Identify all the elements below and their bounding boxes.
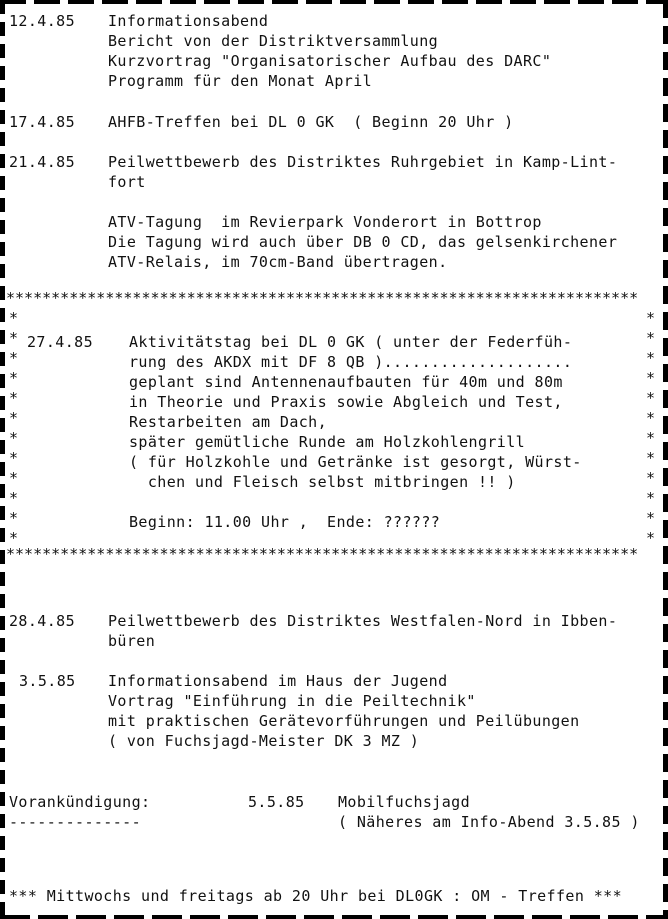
box-line: geplant sind Antennenaufbauten für 40m und 80m bbox=[129, 373, 563, 391]
entry-line: ATV-Tagung im Revierpark Vonderort in Bottrop bbox=[108, 213, 542, 231]
box-side-right: * bbox=[646, 529, 656, 547]
box-side-left: * bbox=[9, 529, 19, 547]
box-side-right: * bbox=[646, 469, 656, 487]
box-line: rung des AKDX mit DF 8 QB ).................... bbox=[129, 353, 573, 371]
box-side-left: * bbox=[9, 409, 19, 427]
entry-line: Bericht von der Distriktversammlung bbox=[108, 32, 439, 50]
box-side-right: * bbox=[646, 389, 656, 407]
preview-note: ( Näheres am Info-Abend 3.5.85 ) bbox=[338, 813, 640, 831]
box-start-time: Beginn: 11.00 Uhr , Ende: ?????? bbox=[129, 513, 441, 531]
entry-line: Informationsabend bbox=[108, 12, 269, 30]
box-side-right: * bbox=[646, 429, 656, 447]
star-border-top: ********************************************************************** bbox=[6, 291, 639, 305]
entry-line: Informationsabend im Haus der Jugend bbox=[108, 672, 448, 690]
footer-note: *** Mittwochs und freitags ab 20 Uhr bei DL0GK : OM - Treffen *** bbox=[9, 887, 622, 905]
entry-date: 3.5.85 bbox=[19, 672, 76, 690]
star-border-bottom: ********************************************************************** bbox=[6, 547, 639, 561]
preview-underline: -------------- bbox=[9, 813, 142, 831]
left-dashed-border bbox=[0, 0, 5, 919]
box-side-left: * bbox=[9, 349, 19, 367]
box-side-left: * bbox=[9, 369, 19, 387]
entry-line: Peilwettbewerb des Distriktes Westfalen-Nord in Ibben- bbox=[108, 612, 618, 630]
box-side-left: * bbox=[9, 449, 19, 467]
preview-event: Mobilfuchsjagd bbox=[338, 793, 471, 811]
box-side-right: * bbox=[646, 309, 656, 327]
box-side-right: * bbox=[646, 489, 656, 507]
entry-date: 12.4.85 bbox=[9, 12, 76, 30]
entry-date: 17.4.85 bbox=[9, 113, 76, 131]
box-side-left: * bbox=[9, 469, 19, 487]
box-date: 27.4.85 bbox=[27, 333, 94, 351]
right-dashed-border bbox=[663, 0, 668, 919]
box-line: ( für Holzkohle und Getränke ist gesorgt, Würst- bbox=[129, 453, 582, 471]
box-side-right: * bbox=[646, 409, 656, 427]
box-side-left: * bbox=[9, 489, 19, 507]
entry-date: 28.4.85 bbox=[9, 612, 76, 630]
top-dashed-border bbox=[0, 0, 668, 4]
box-line: später gemütliche Runde am Holzkohlengrill bbox=[129, 433, 526, 451]
box-side-right: * bbox=[646, 509, 656, 527]
entry-line: Vortrag "Einführung in die Peiltechnik" bbox=[108, 692, 476, 710]
entry-line: büren bbox=[108, 632, 156, 650]
box-side-left: * bbox=[9, 429, 19, 447]
box-side-right: * bbox=[646, 369, 656, 387]
entry-line: ATV-Relais, im 70cm-Band übertragen. bbox=[108, 253, 448, 271]
box-side-left: * bbox=[9, 309, 19, 327]
entry-line: Kurzvortrag "Organisatorischer Aufbau des DARC" bbox=[108, 52, 552, 70]
entry-line: Die Tagung wird auch über DB 0 CD, das gelsenkirchener bbox=[108, 233, 618, 251]
bottom-dashed-border bbox=[0, 915, 668, 919]
box-side-right: * bbox=[646, 349, 656, 367]
entry-line: fort bbox=[108, 173, 146, 191]
entry-line: Peilwettbewerb des Distriktes Ruhrgebiet in Kamp-Lint- bbox=[108, 153, 618, 171]
box-line: Restarbeiten am Dach, bbox=[129, 413, 328, 431]
entry-date: 21.4.85 bbox=[9, 153, 76, 171]
entry-line: Programm für den Monat April bbox=[108, 72, 373, 90]
box-side-right: * bbox=[646, 329, 656, 347]
box-line: chen und Fleisch selbst mitbringen !! ) bbox=[129, 473, 516, 491]
entry-line: mit praktischen Gerätevorführungen und Peilübungen bbox=[108, 712, 580, 730]
box-line: Aktivitätstag bei DL 0 GK ( unter der Federfüh- bbox=[129, 333, 573, 351]
box-line: in Theorie und Praxis sowie Abgleich und Test, bbox=[129, 393, 563, 411]
box-side-right: * bbox=[646, 449, 656, 467]
preview-label: Vorankündigung: bbox=[9, 793, 151, 811]
preview-date: 5.5.85 bbox=[248, 793, 305, 811]
box-side-left: * bbox=[9, 389, 19, 407]
box-side-left: * bbox=[9, 329, 19, 347]
box-side-left: * bbox=[9, 509, 19, 527]
entry-line: ( von Fuchsjagd-Meister DK 3 MZ ) bbox=[108, 732, 420, 750]
entry-line: AHFB-Treffen bei DL 0 GK ( Beginn 20 Uhr ) bbox=[108, 113, 514, 131]
